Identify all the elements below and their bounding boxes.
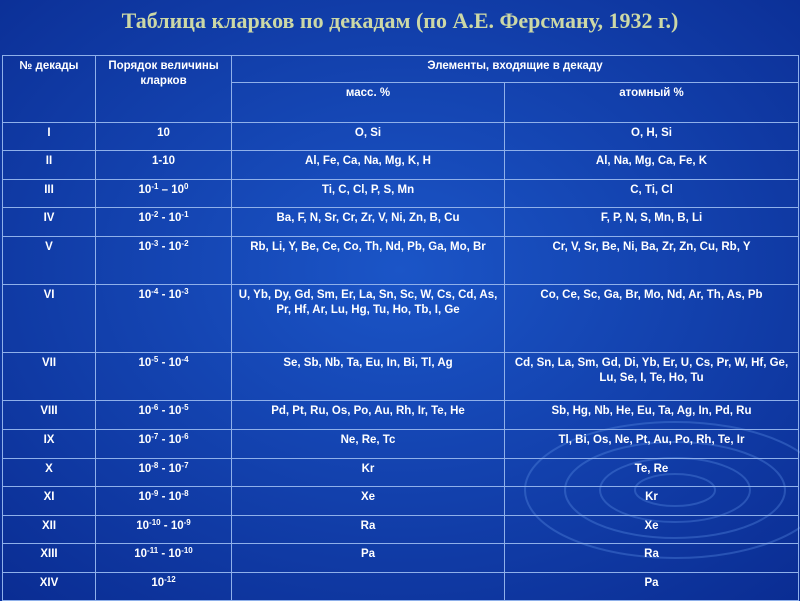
decade-cell: X: [3, 459, 96, 487]
table-row: [3, 430, 799, 459]
table-row: [3, 237, 799, 285]
order-cell: $10^{-1} - 10^0$: [96, 180, 232, 208]
atomic-elements-cell: O, H, Si: [505, 123, 799, 151]
order-cell: $10^{-5} - 10^{-4}$: [96, 353, 232, 401]
order-cell: $10^{-3} - 10^{-2}$: [96, 237, 232, 285]
decade-cell: XIV: [3, 573, 96, 601]
atomic-elements-cell: Sb, Hg, Nb, He, Eu, Ta, Ag, In, Pd, Ru: [505, 401, 799, 430]
atomic-elements-cell: Te, Re: [505, 459, 799, 487]
decade-cell: VIII: [3, 401, 96, 430]
atomic-elements-cell: Al, Na, Mg, Ca, Fe, K: [505, 151, 799, 180]
decade-cell: II: [3, 151, 96, 180]
atomic-elements-cell: Xe: [505, 516, 799, 544]
decade-cell: IV: [3, 208, 96, 237]
mass-elements-cell: Ba, F, N, Sr, Cr, Zr, V, Ni, Zn, B, Cu: [232, 208, 505, 237]
order-cell: 1-10: [96, 151, 232, 180]
page-title: Таблица кларков по декадам (по А.Е. Ферсману, 1932 г.): [121, 8, 679, 33]
decade-cell: XIII: [3, 544, 96, 573]
table-row: [3, 123, 799, 151]
decade-cell: XI: [3, 487, 96, 516]
atomic-elements-cell: Co, Ce, Sc, Ga, Br, Mo, Nd, Ar, Th, As, Pb: [505, 285, 799, 353]
order-cell: $10^{-4} - 10^{-3}$: [96, 285, 232, 353]
clarke-decade-table: [2, 55, 799, 601]
header-mass-percent: масс. %: [232, 83, 505, 123]
atomic-elements-cell: Pa: [505, 573, 799, 601]
decade-cell: I: [3, 123, 96, 151]
decade-cell: XII: [3, 516, 96, 544]
mass-elements-cell: Rb, Li, Y, Be, Ce, Co, Th, Nd, Pb, Ga, Mo, Br: [232, 237, 505, 285]
table-row: [3, 208, 799, 237]
decade-cell: VI: [3, 285, 96, 353]
order-cell: $10^{-10} - 10^{-9}$: [96, 516, 232, 544]
atomic-elements-cell: Cr, V, Sr, Be, Ni, Ba, Zr, Zn, Cu, Rb, Y: [505, 237, 799, 285]
decade-cell: VII: [3, 353, 96, 401]
atomic-elements-cell: Kr: [505, 487, 799, 516]
mass-elements-cell: Al, Fe, Ca, Na, Mg, K, H: [232, 151, 505, 180]
mass-elements-cell: Pa: [232, 544, 505, 573]
table-row: [3, 544, 799, 573]
atomic-elements-cell: Cd, Sn, La, Sm, Gd, Di, Yb, Er, U, Cs, Pr, W, Hf, Ge, Lu, Se, I, Te, Ho, Tu: [505, 353, 799, 401]
order-cell: $10^{-2} - 10^{-1}$: [96, 208, 232, 237]
decade-cell: III: [3, 180, 96, 208]
order-cell: $10^{-8} - 10^{-7}$: [96, 459, 232, 487]
mass-elements-cell: Se, Sb, Nb, Ta, Eu, In, Bi, Tl, Ag: [232, 353, 505, 401]
decade-cell: IX: [3, 430, 96, 459]
header-atomic-percent: атомный %: [505, 83, 799, 123]
decade-cell: V: [3, 237, 96, 285]
mass-elements-cell: [232, 573, 505, 601]
table-row: [3, 151, 799, 180]
order-cell: $10^{-7} - 10^{-6}$: [96, 430, 232, 459]
mass-elements-cell: Xe: [232, 487, 505, 516]
mass-elements-cell: O, Si: [232, 123, 505, 151]
header-order: Порядок величины кларков: [96, 56, 232, 123]
atomic-elements-cell: C, Ti, Cl: [505, 180, 799, 208]
mass-elements-cell: Ti, C, Cl, P, S, Mn: [232, 180, 505, 208]
table-row: [3, 459, 799, 487]
atomic-elements-cell: Tl, Bi, Os, Ne, Pt, Au, Po, Rh, Te, Ir: [505, 430, 799, 459]
table-row: [3, 353, 799, 401]
table-row: [3, 573, 799, 601]
order-cell: 10: [96, 123, 232, 151]
mass-elements-cell: Ra: [232, 516, 505, 544]
order-cell: $10^{-6} - 10^{-5}$: [96, 401, 232, 430]
table-row: [3, 401, 799, 430]
mass-elements-cell: Ne, Re, Tc: [232, 430, 505, 459]
table-body: [3, 123, 799, 601]
atomic-elements-cell: F, P, N, S, Mn, B, Li: [505, 208, 799, 237]
header-elements: Элементы, входящие в декаду: [232, 56, 799, 83]
mass-elements-cell: Kr: [232, 459, 505, 487]
table-row: [3, 285, 799, 353]
mass-elements-cell: Pd, Pt, Ru, Os, Po, Au, Rh, Ir, Te, He: [232, 401, 505, 430]
table-row: [3, 180, 799, 208]
order-cell: $10^{-9} - 10^{-8}$: [96, 487, 232, 516]
table-row: [3, 487, 799, 516]
order-cell: $10^{-12}$: [96, 573, 232, 601]
atomic-elements-cell: Ra: [505, 544, 799, 573]
header-decade: № декады: [3, 56, 96, 123]
order-cell: $10^{-11} - 10^{-10}$: [96, 544, 232, 573]
table-row: [3, 516, 799, 544]
mass-elements-cell: U, Yb, Dy, Gd, Sm, Er, La, Sn, Sc, W, Cs, Cd, As, Pr, Hf, Ar, Lu, Hg, Tu, Ho, Tb, I, Ge: [232, 285, 505, 353]
